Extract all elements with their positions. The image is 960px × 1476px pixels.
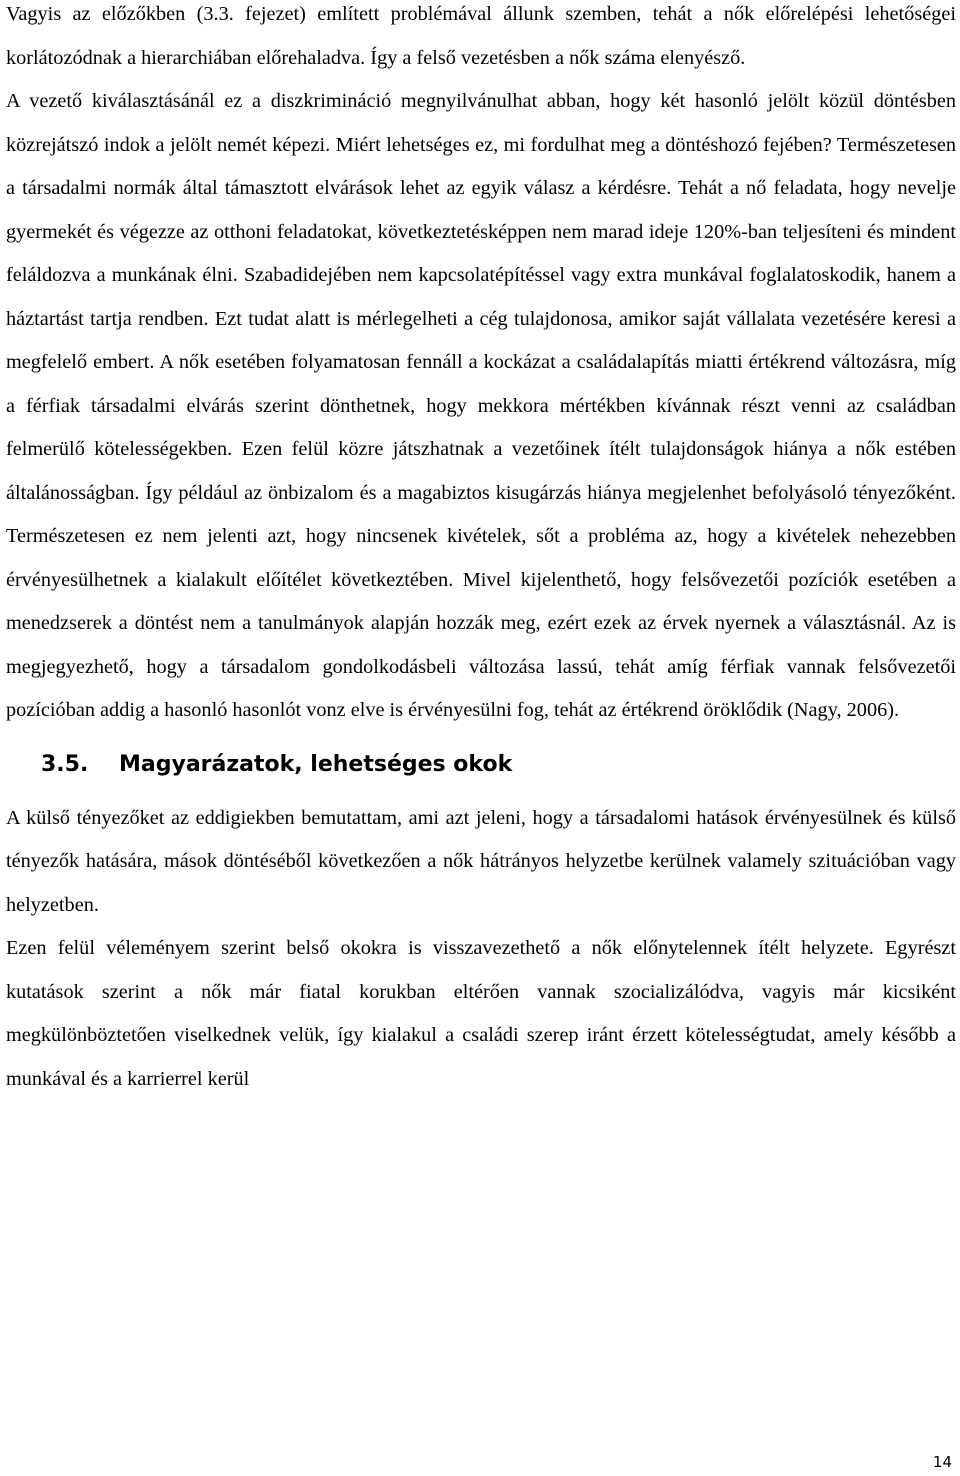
paragraph: Vagyis az előzőkben (3.3. fejezet) említett problémával állunk szemben, tehát a nők előrelépési lehetőségei korlátozódnak a hierarchiában előrehaladva. Így a felső vezetésben a nők száma elenyésző. <box>6 3 956 69</box>
document-page <box>6 0 956 1101</box>
paragraph: A külső tényezőket az eddigiekben bemutattam, ami azt jeleni, hogy a társadalomi hatások érvényesülnek és külső tényezők hatására, mások döntéséből következően a nők hátrányos helyzetbe kerülnek valamely szituációban vagy helyzetben. <box>6 806 956 916</box>
page-number: 14 <box>932 1453 952 1471</box>
paragraph: A vezető kiválasztásánál ez a diszkrimináció megnyilvánulhat abban, hogy két hasonló jelölt közül döntésben közrejátszó indok a jelölt nemét képezi. Miért lehetséges ez, mi fordulhat meg a döntéshozó fejében? Természetesen a társadalmi normák által támasztott elvárások lehet az egyik válasz a kérdésre. Tehát a nő feladata, hogy nevelje gyermekét és végezze az otthoni feladatokat, következtetésképpen nem marad ideje 120%-ban teljesíteni és mindent feláldozva a munkának élni. Szabadidejében nem kapcsolatépítéssel vagy extra munkával foglalatoskodik, hanem a háztartást tartja rendben. Ezt tudat alatt is mérlegelheti a cég tulajdonosa, amikor saját vállalata vezetésére keresi a megfelelő embert. A nők esetében folyamatosan fennáll a kockázat a családalapítás miatti értékrend változásra, míg a férfiak társadalmi elvárás szerint dönthetnek, hogy mekkora mértékben kívánnak részt venni az családban felmerülő kötelességekben. Ezen felül közre játszhatnak a vezetőinek ítélt tulajdonságok hiánya a nők estében általánosságban. Így például az önbizalom és a magabiztos kisugárzás hiánya megjelenhet befolyásoló tényezőként. Természetesen ez nem jelenti azt, hogy nincsenek kivételek, sőt a probléma az, hogy a kivételek nehezebben érvényesülhetnek a kialakult előítélet következtében. Mivel kijelenthető, hogy felsővezetői pozíciók esetében a menedzserek a döntést nem a tanulmányok alapján hozzák meg, ezért ezek az érvek nyernek a választásnál. Az is megjegyezhető, hogy a társadalom gondolkodásbeli változása lassú, tehát amíg férfiak vannak felsővezetői pozícióban addig a hasonló hasonlót vonz elve is érvényesülni fog, tehát az értékrend öröklődik (Nagy, 2006). <box>6 90 956 721</box>
section-heading <box>6 747 956 783</box>
section-title: Magyarázatok, lehetséges okok <box>119 751 513 777</box>
paragraph: Ezen felül véleményem szerint belső okokra is visszavezethető a nők előnytelennek ítélt helyzete. Egyrészt kutatások szerint a nők már fiatal korukban eltérően vannak szocializálódva, vagyis már kicsiként megkülönböztetően viselkednek velük, így kialakul a családi szerep iránt érzett kötelességtudat, amely később a munkával és a karrierrel kerül <box>6 937 956 1090</box>
section-number: 3.5. <box>41 751 89 777</box>
